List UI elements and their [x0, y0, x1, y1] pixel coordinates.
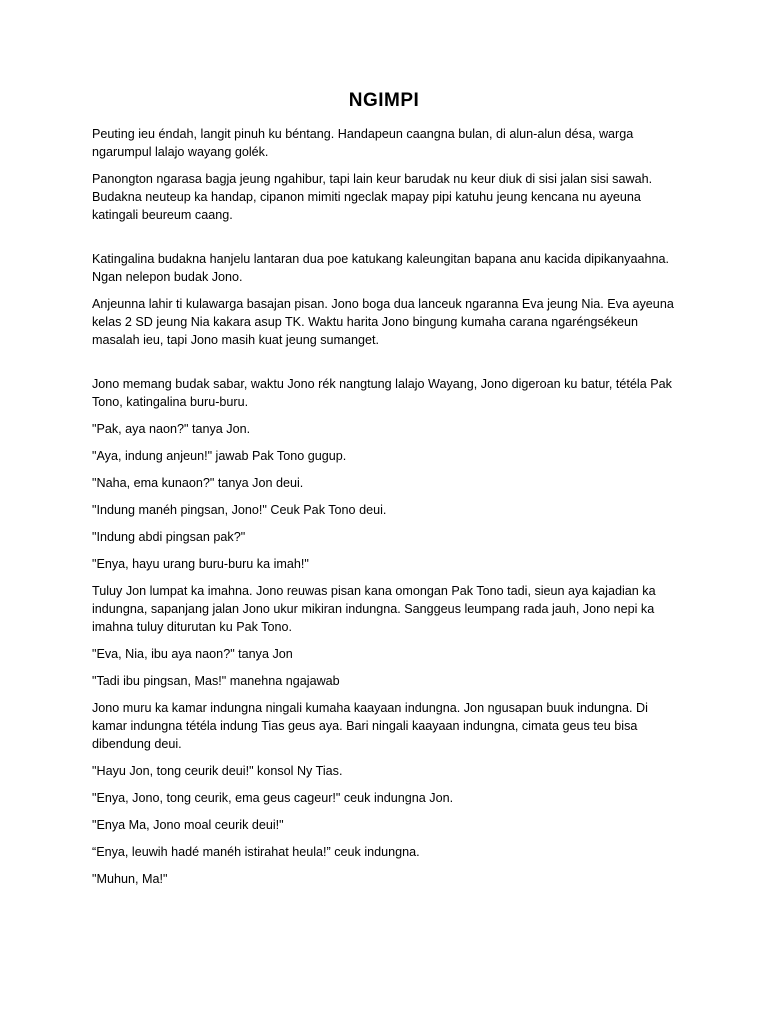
dialogue-line: "Enya, hayu urang buru-buru ka imah!"	[92, 557, 309, 571]
dialogue-line: "Enya Ma, Jono moal ceurik deui!"	[92, 818, 284, 832]
story-body	[92, 125, 682, 897]
dialogue-line: "Naha, ema kunaon?" tanya Jon deui.	[92, 476, 304, 490]
document-title: NGIMPI	[348, 90, 420, 111]
dialogue-line: "Pak, aya naon?" tanya Jon.	[92, 422, 251, 436]
dialogue-line: “Enya, leuwih hadé manéh istirahat heula!” ceuk indungna.	[92, 845, 420, 859]
paragraph: Tuluy Jon lumpat ka imahna. Jono reuwas pisan kana omongan Pak Tono tadi, sieun aya kajadian ka indungna, sapanjang jalan Jono ukur mikiran indungna. Sanggeus leumpang rada jauh, Jono nepi ka imahna tuluy diturutan ku Pak Tono.	[92, 584, 656, 634]
paragraph: Jono memang budak sabar, waktu Jono rék nangtung lalajo Wayang, Jono digeroan ku batur, tétéla Pak Tono, katingalina buru-buru.	[92, 377, 672, 409]
dialogue-line: "Tadi ibu pingsan, Mas!" manehna ngajawab	[92, 674, 340, 688]
dialogue-line: "Indung manéh pingsan, Jono!" Ceuk Pak Tono deui.	[92, 503, 387, 517]
paragraph: Anjeunna lahir ti kulawarga basajan pisan. Jono boga dua lanceuk ngaranna Eva jeung Nia. Eva ayeuna kelas 2 SD jeung Nia kakara asup TK. Waktu harita Jono bingung kumaha carana ngaréngsékeun masalah ieu, tapi Jono masih kuat jeung sumanget.	[92, 297, 674, 347]
dialogue-line: "Eva, Nia, ibu aya naon?" tanya Jon	[92, 647, 293, 661]
paragraph: Peuting ieu éndah, langit pinuh ku béntang. Handapeun caangna bulan, di alun-alun désa, warga ngarumpul lalajo wayang golék.	[92, 127, 634, 159]
dialogue-line: "Aya, indung anjeun!" jawab Pak Tono gugup.	[92, 449, 347, 463]
dialogue-line: "Muhun, Ma!"	[92, 872, 168, 886]
dialogue-line: "Enya, Jono, tong ceurik, ema geus cageur!" ceuk indungna Jon.	[92, 791, 454, 805]
paragraph: Jono muru ka kamar indungna ningali kumaha kaayaan indungna. Jon ngusapan buuk indungna. Di kamar indungna tétéla indung Tias geus aya. Bari ningali kaayaan indungna, cimata geus teu bisa dibendung deui.	[92, 701, 648, 751]
paragraph: Panongton ngarasa bagja jeung ngahibur, tapi lain keur barudak nu keur diuk di sisi jalan sisi sawah. Budakna neuteup ka handap, cipanon mimiti ngeclak mapay pipi katuhu jeung kencana nu ayeuna katingali beureum caang.	[92, 172, 653, 222]
dialogue-line: "Indung abdi pingsan pak?"	[92, 530, 246, 544]
dialogue-line: "Hayu Jon, tong ceurik deui!" konsol Ny Tias.	[92, 764, 343, 778]
paragraph: Katingalina budakna hanjelu lantaran dua poe katukang kaleungitan bapana anu kacida dipikanyaahna. Ngan nelepon budak Jono.	[92, 252, 669, 284]
